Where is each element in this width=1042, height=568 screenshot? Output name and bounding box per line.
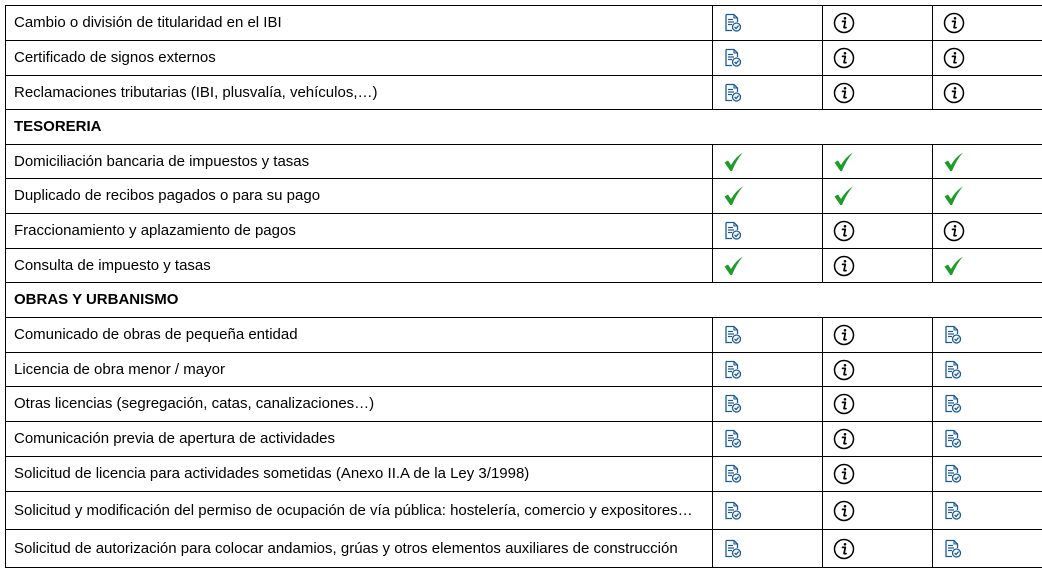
info-icon[interactable] xyxy=(833,47,932,69)
channel-cell xyxy=(823,145,933,179)
doc-icon[interactable] xyxy=(943,539,1042,559)
service-name: Cambio o división de titularidad en el IBI xyxy=(6,6,713,41)
channel-cell xyxy=(713,318,823,353)
service-name: Certificado de signos externos xyxy=(6,41,713,76)
doc-icon[interactable] xyxy=(723,394,822,414)
info-icon[interactable] xyxy=(833,428,932,450)
table-row xyxy=(6,249,1042,283)
table-row xyxy=(6,353,1042,387)
check-icon xyxy=(723,185,822,207)
doc-icon[interactable] xyxy=(723,325,822,345)
table-row xyxy=(6,318,1042,353)
check-icon xyxy=(943,185,1042,207)
doc-icon[interactable] xyxy=(723,13,822,33)
doc-icon[interactable] xyxy=(723,360,822,380)
channel-cell xyxy=(823,249,933,283)
table-row xyxy=(6,41,1042,76)
channel-cell xyxy=(713,76,823,110)
channel-cell xyxy=(933,318,1042,353)
channel-cell xyxy=(823,214,933,249)
channel-cell xyxy=(713,249,823,283)
channel-cell xyxy=(713,457,823,492)
info-icon[interactable] xyxy=(833,12,932,34)
channel-cell xyxy=(823,318,933,353)
channel-cell xyxy=(823,457,933,492)
doc-icon[interactable] xyxy=(723,221,822,241)
service-name: Comunicado de obras de pequeña entidad xyxy=(6,318,713,353)
table-row xyxy=(6,6,1042,41)
channel-cell xyxy=(713,530,823,568)
table-row xyxy=(6,530,1042,568)
doc-icon[interactable] xyxy=(723,464,822,484)
info-icon[interactable] xyxy=(833,324,932,346)
channel-cell xyxy=(933,492,1042,530)
info-icon[interactable] xyxy=(833,82,932,104)
service-name: Licencia de obra menor / mayor xyxy=(6,353,713,387)
channel-cell xyxy=(933,214,1042,249)
check-icon xyxy=(833,151,932,173)
service-name: Solicitud y modificación del permiso de ocupación de vía pública: hostelería, comercio y expositores… xyxy=(6,492,713,530)
channel-cell xyxy=(713,353,823,387)
channel-cell xyxy=(933,76,1042,110)
channel-cell xyxy=(933,422,1042,457)
channel-cell xyxy=(823,422,933,457)
section-header-row xyxy=(6,110,1042,145)
info-icon[interactable] xyxy=(833,255,932,277)
services-table xyxy=(5,5,1042,568)
service-name: Otras licencias (segregación, catas, canalizaciones…) xyxy=(6,387,713,422)
check-icon xyxy=(943,255,1042,277)
service-name: Solicitud de autorización para colocar andamios, grúas y otros elementos auxiliares de construcción xyxy=(6,530,713,568)
doc-icon[interactable] xyxy=(723,429,822,449)
info-icon[interactable] xyxy=(833,463,932,485)
check-icon xyxy=(833,185,932,207)
channel-cell xyxy=(823,6,933,41)
info-icon[interactable] xyxy=(833,500,932,522)
channel-cell xyxy=(933,249,1042,283)
check-icon xyxy=(943,151,1042,173)
table-row xyxy=(6,422,1042,457)
channel-cell xyxy=(933,145,1042,179)
table-row xyxy=(6,179,1042,214)
table-row xyxy=(6,492,1042,530)
channel-cell xyxy=(933,6,1042,41)
channel-cell xyxy=(933,530,1042,568)
doc-icon[interactable] xyxy=(723,501,822,521)
channel-cell xyxy=(713,422,823,457)
channel-cell xyxy=(713,492,823,530)
service-name: Consulta de impuesto y tasas xyxy=(6,249,713,283)
info-icon[interactable] xyxy=(833,538,932,560)
table-row xyxy=(6,76,1042,110)
doc-icon[interactable] xyxy=(943,464,1042,484)
channel-cell xyxy=(933,179,1042,214)
service-name: Reclamaciones tributarias (IBI, plusvalía, vehículos,…) xyxy=(6,76,713,110)
info-icon[interactable] xyxy=(943,12,1042,34)
channel-cell xyxy=(823,492,933,530)
channel-cell xyxy=(713,41,823,76)
doc-icon[interactable] xyxy=(943,394,1042,414)
service-name: Solicitud de licencia para actividades sometidas (Anexo II.A de la Ley 3/1998) xyxy=(6,457,713,492)
channel-cell xyxy=(933,457,1042,492)
info-icon[interactable] xyxy=(833,359,932,381)
channel-cell xyxy=(713,179,823,214)
doc-icon[interactable] xyxy=(943,325,1042,345)
info-icon[interactable] xyxy=(943,82,1042,104)
channel-cell xyxy=(823,179,933,214)
service-name: Domiciliación bancaria de impuestos y tasas xyxy=(6,145,713,179)
doc-icon[interactable] xyxy=(943,501,1042,521)
table-row xyxy=(6,457,1042,492)
doc-icon[interactable] xyxy=(943,429,1042,449)
doc-icon[interactable] xyxy=(943,360,1042,380)
section-title: TESORERIA xyxy=(6,110,1042,145)
services-table-body xyxy=(6,6,1042,568)
service-name: Fraccionamiento y aplazamiento de pagos xyxy=(6,214,713,249)
check-icon xyxy=(723,255,822,277)
info-icon[interactable] xyxy=(943,47,1042,69)
section-header-row xyxy=(6,283,1042,318)
info-icon[interactable] xyxy=(943,220,1042,242)
table-row xyxy=(6,387,1042,422)
channel-cell xyxy=(933,387,1042,422)
doc-icon[interactable] xyxy=(723,539,822,559)
service-name: Duplicado de recibos pagados o para su pago xyxy=(6,179,713,214)
channel-cell xyxy=(933,353,1042,387)
section-title: OBRAS Y URBANISMO xyxy=(6,283,1042,318)
service-name: Comunicación previa de apertura de actividades xyxy=(6,422,713,457)
info-icon[interactable] xyxy=(833,393,932,415)
channel-cell xyxy=(823,387,933,422)
channel-cell xyxy=(713,6,823,41)
channel-cell xyxy=(823,41,933,76)
channel-cell xyxy=(823,76,933,110)
info-icon[interactable] xyxy=(833,220,932,242)
channel-cell xyxy=(713,214,823,249)
channel-cell xyxy=(933,41,1042,76)
table-row xyxy=(6,214,1042,249)
doc-icon[interactable] xyxy=(723,83,822,103)
channel-cell xyxy=(713,145,823,179)
channel-cell xyxy=(713,387,823,422)
channel-cell xyxy=(823,530,933,568)
doc-icon[interactable] xyxy=(723,48,822,68)
table-row xyxy=(6,145,1042,179)
channel-cell xyxy=(823,353,933,387)
check-icon xyxy=(723,151,822,173)
